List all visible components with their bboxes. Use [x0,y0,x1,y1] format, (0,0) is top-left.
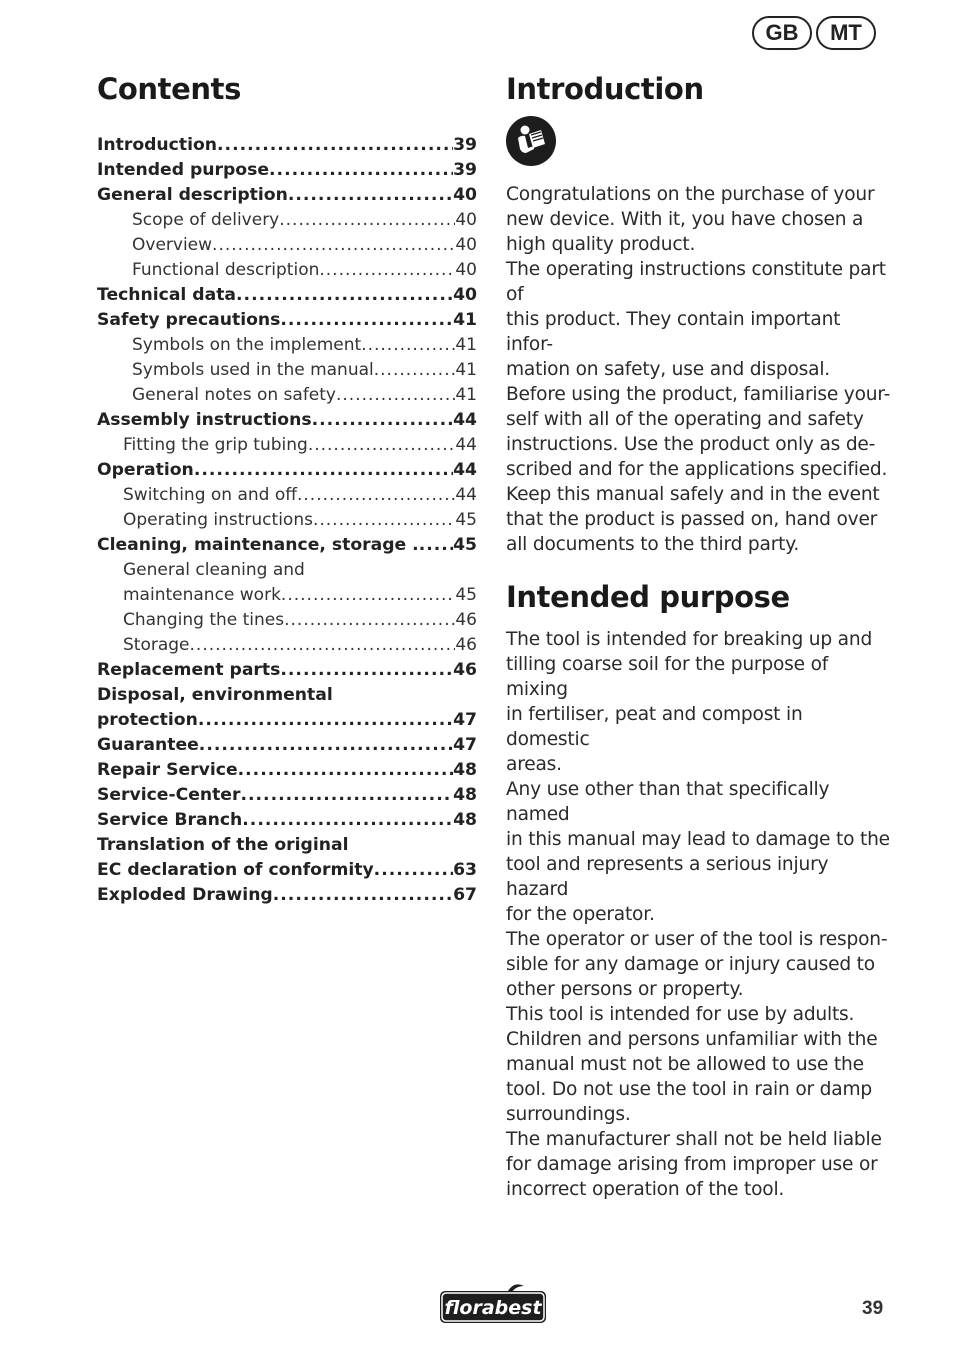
toc-leader-dots [273,885,453,905]
toc-entry-page: 39 [453,135,477,155]
toc-entry [97,405,477,430]
toc-leader-dots [269,160,453,180]
text-line: self with all of the operating and safety [506,409,864,430]
toc-entry-label: Scope of delivery [132,210,280,230]
toc-entry-page: 39 [453,160,477,180]
toc-entry-label: Replacement parts [97,660,281,680]
text-line: manual must not be allowed to use the [506,1054,864,1075]
toc-leader-dots [212,235,455,255]
toc-entry [97,705,477,730]
toc-entry [97,155,477,180]
toc-entry-label: Disposal, environmental [97,685,333,705]
toc-entry [97,255,477,280]
toc-entry [97,230,477,255]
florabest-logo-text: florabest [444,1297,542,1319]
text-line: areas. [506,754,562,775]
toc-leader-dots [198,710,453,730]
toc-entry-page: 47 [453,710,477,730]
toc-entry-label: Operation [97,460,194,480]
toc-entry-label: Functional description [132,260,320,280]
language-badge-mt: MT [816,16,876,50]
text-line: this product. They contain important infor- [506,309,841,355]
toc-entry-page: 40 [453,185,477,205]
text-line: high quality product. [506,234,696,255]
toc-entry-label: Overview [132,235,213,255]
toc-entry-page: 45 [455,585,477,605]
toc-entry-label: Service Branch [97,810,243,830]
toc-entry-label: Safety precautions [97,310,281,330]
toc-entry-page: 40 [453,285,477,305]
toc-entry-label: Symbols used in the manual [132,360,374,380]
toc-entry-page: 41 [455,335,477,355]
toc-entry-label: Fitting the grip tubing [123,435,308,455]
toc-entry [97,730,477,755]
contents-heading: Contents [97,72,241,106]
toc-entry [97,680,477,705]
toc-leader-dots [284,610,455,630]
toc-entry-page: 44 [453,460,477,480]
toc-leader-dots [199,735,453,755]
text-line: The operating instructions constitute part of [506,259,886,305]
florabest-logo [438,1283,548,1325]
toc-entry-page: 44 [453,410,477,430]
toc-entry-page: 41 [455,360,477,380]
text-line: for damage arising from improper use or [506,1154,878,1175]
toc-leader-dots [361,335,455,355]
toc-entry-label: Translation of the original [97,835,349,855]
text-line: tilling coarse soil for the purpose of mixing [506,654,829,700]
toc-entry-label: Symbols on the implement [132,335,362,355]
toc-entry [97,455,477,480]
toc-entry-label: Technical data [97,285,237,305]
toc-leader-dots [419,535,453,555]
toc-leader-dots [319,260,455,280]
toc-entry-page: 40 [455,235,477,255]
toc-leader-dots [297,485,455,505]
text-line: Congratulations on the purchase of your [506,184,875,205]
toc-entry [97,505,477,530]
toc-entry-label: Switching on and off [123,485,297,505]
text-line: all documents to the third party. [506,534,800,555]
toc-entry [97,330,477,355]
toc-leader-dots [280,660,453,680]
toc-entry-label: Changing the tines [123,610,285,630]
toc-entry-page: 45 [455,510,477,530]
text-line: Before using the product, familiarise your- [506,384,891,405]
contents-list [97,130,477,905]
toc-entry-label: Operating instructions [123,510,313,530]
toc-leader-dots [374,860,453,880]
toc-entry [97,430,477,455]
text-line: surroundings. [506,1104,631,1125]
toc-entry-page: 63 [453,860,477,880]
text-line: The operator or user of the tool is respon- [506,929,888,950]
text-line: tool and represents a serious injury hazard [506,854,829,900]
toc-entry-label: General notes on safety [132,385,336,405]
toc-entry [97,480,477,505]
toc-leader-dots [242,810,453,830]
toc-entry-page: 40 [455,210,477,230]
toc-entry-label: Repair Service [97,760,238,780]
toc-leader-dots [336,385,455,405]
text-line: Children and persons unfamiliar with the [506,1029,878,1050]
toc-leader-dots [240,785,453,805]
toc-entry [97,605,477,630]
toc-entry-page: 47 [453,735,477,755]
toc-entry [97,655,477,680]
toc-entry [97,830,477,855]
toc-leader-dots [217,135,453,155]
toc-entry-page: 41 [455,385,477,405]
toc-entry [97,780,477,805]
text-line: in this manual may lead to damage to the [506,829,890,850]
toc-entry-page: 67 [453,885,477,905]
toc-entry-label: maintenance work [123,585,281,605]
toc-entry-label: Assembly instructions [97,410,312,430]
toc-entry [97,880,477,905]
text-line: in fertiliser, peat and compost in domestic [506,704,803,750]
toc-entry [97,630,477,655]
toc-entry-page: 48 [453,785,477,805]
main-column [506,72,891,1202]
toc-leader-dots [194,460,453,480]
toc-entry [97,305,477,330]
toc-entry [97,580,477,605]
toc-entry [97,755,477,780]
toc-leader-dots [280,310,453,330]
text-line: Keep this manual safely and in the event [506,484,880,505]
text-line: new device. With it, you have chosen a [506,209,864,230]
toc-entry-label: Service-Center [97,785,241,805]
toc-entry-label: Storage [123,635,190,655]
toc-leader-dots [312,410,454,430]
toc-entry-page: 46 [455,635,477,655]
language-badge-gb: GB [752,16,812,50]
toc-leader-dots [313,510,455,530]
toc-entry-label: Exploded Drawing [97,885,273,905]
toc-entry [97,130,477,155]
toc-entry-page: 44 [455,485,477,505]
toc-entry-label: General cleaning and [123,560,305,580]
toc-leader-dots [236,285,453,305]
text-line: tool. Do not use the tool in rain or damp [506,1079,872,1100]
text-line: This tool is intended for use by adults. [506,1004,855,1025]
toc-entry-label: General description [97,185,288,205]
toc-entry-page: 41 [453,310,477,330]
text-line: scribed and for the applications specified. [506,459,888,480]
toc-entry-page: 44 [455,435,477,455]
toc-entry [97,555,477,580]
toc-entry [97,180,477,205]
toc-entry-page: 48 [453,810,477,830]
intended-purpose-text [506,627,891,1202]
text-line: Any use other than that specifically named [506,779,830,825]
contents-section [97,72,477,905]
toc-entry-label: Introduction [97,135,218,155]
toc-entry-page: 40 [455,260,477,280]
introduction-text [506,182,891,557]
toc-entry [97,530,477,555]
toc-entry [97,205,477,230]
page-number: 39 [862,1298,884,1319]
toc-entry-label: EC declaration of conformity [97,860,374,880]
toc-leader-dots [288,185,453,205]
toc-entry-label: protection [97,710,198,730]
toc-entry-page: 46 [453,660,477,680]
text-line: instructions. Use the product only as de- [506,434,876,455]
toc-entry-label: Intended purpose [97,160,270,180]
text-line: incorrect operation of the tool. [506,1179,785,1200]
toc-entry [97,380,477,405]
toc-entry [97,355,477,380]
toc-entry-page: 46 [455,610,477,630]
toc-leader-dots [374,360,456,380]
read-manual-icon [506,116,556,166]
language-badges [752,16,876,50]
intended-purpose-heading: Intended purpose [506,580,790,614]
toc-leader-dots [190,635,456,655]
toc-leader-dots [308,435,456,455]
text-line: The manufacturer shall not be held liable [506,1129,882,1150]
toc-leader-dots [238,760,453,780]
toc-entry [97,280,477,305]
toc-entry-page: 45 [453,535,477,555]
text-line: for the operator. [506,904,655,925]
text-line: sible for any damage or injury caused to [506,954,875,975]
toc-entry-label: Cleaning, maintenance, storage . [97,535,419,555]
toc-entry-page: 48 [453,760,477,780]
text-line: The tool is intended for breaking up and [506,629,873,650]
text-line: other persons or property. [506,979,744,1000]
text-line: mation on safety, use and disposal. [506,359,830,380]
text-line: that the product is passed on, hand over [506,509,878,530]
toc-entry-label: Guarantee [97,735,199,755]
toc-leader-dots [279,210,455,230]
introduction-heading: Introduction [506,72,704,106]
toc-entry [97,805,477,830]
toc-entry [97,855,477,880]
toc-leader-dots [281,585,455,605]
